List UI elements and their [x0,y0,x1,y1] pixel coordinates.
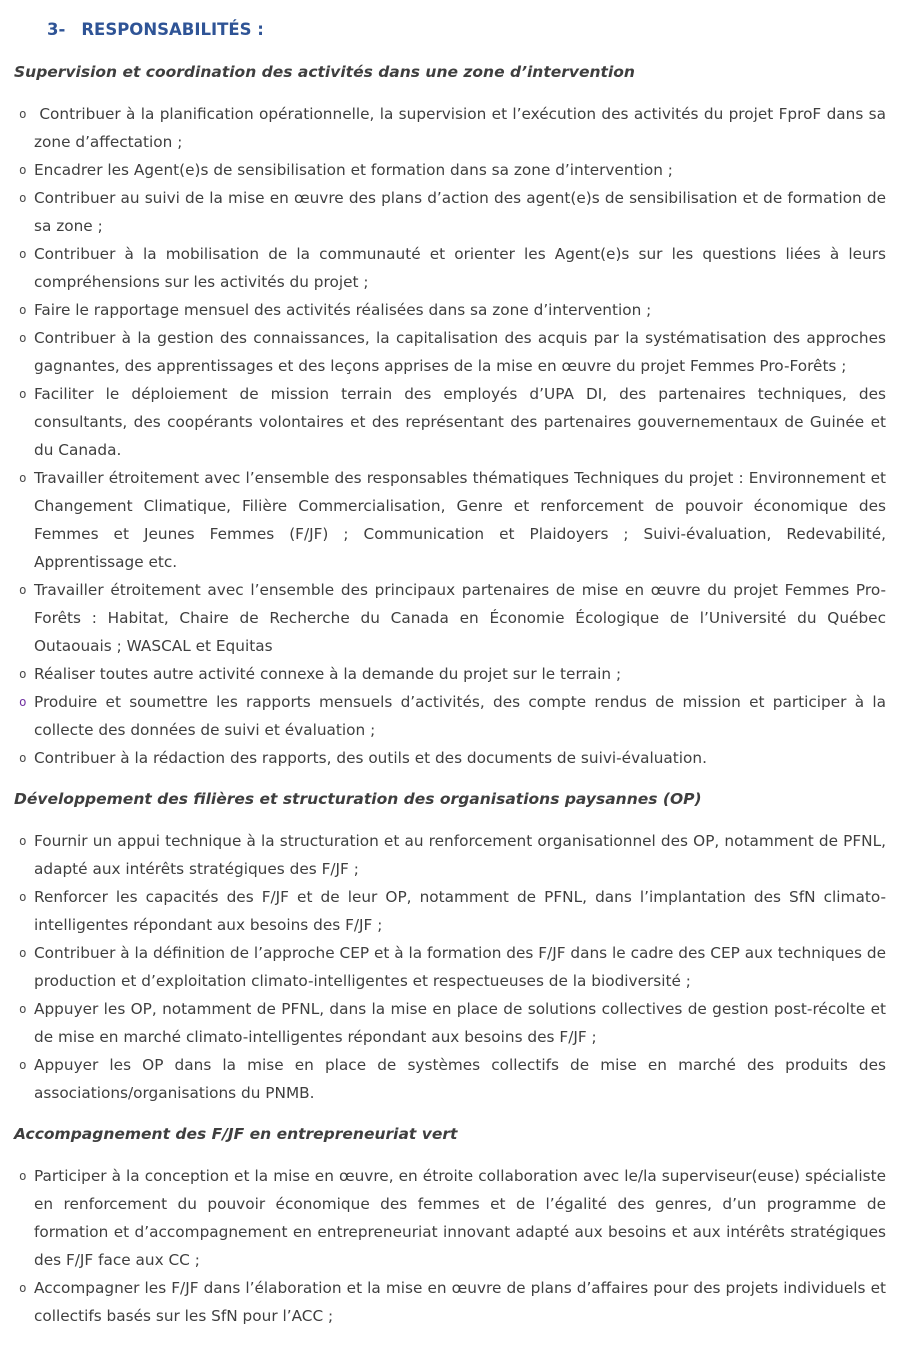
bullet-text: Appuyer les OP, notamment de PFNL, dans la mise en place de solutions collectives de gestion post-récolte et de mise en marché climato-intelligentes répondant aux besoins des F/JF ; [34,1000,886,1046]
section [14,1120,886,1330]
list-item [14,576,886,660]
bullet-text: Faire le rapportage mensuel des activités réalisées dans sa zone d’intervention ; [34,301,652,319]
list-item [14,1162,886,1274]
bullet-text: Contribuer à la définition de l’approche CEP et à la formation des F/JF dans le cadre des CEP aux techniques de production et d’exploitation climato-intelligentes et respectueuses de la biodiversité ; [34,944,886,990]
list-item [14,100,886,156]
list-item [14,240,886,296]
bullet-text: Accompagner les F/JF dans l’élaboration et la mise en œuvre de plans d’affaires pour des projets individuels et collectifs basés sur les SfN pour l’ACC ; [34,1279,886,1325]
list-item [14,744,886,772]
bullet-text: Contribuer à la mobilisation de la communauté et orienter les Agent(e)s sur les questions liées à leurs compréhensions sur les activités du projet ; [34,245,886,291]
bullet-text: Faciliter le déploiement de mission terrain des employés d’UPA DI, des partenaires techniques, des consultants, des coopérants volontaires et des représentant des partenaires gouvernementaux de Guinée et du Canada. [34,385,886,459]
bullet-circle-icon: o [19,750,27,765]
bullet-text: Travailler étroitement avec l’ensemble des principaux partenaires de mise en œuvre du projet Femmes Pro-Forêts : Habitat, Chaire de Recherche du Canada en Économie Écologique de l’Université du Québec Outaouais ; WASCAL et Equitas [34,581,886,655]
bullet-text: Contribuer à la gestion des connaissances, la capitalisation des acquis par la systématisation des approches gagnantes, des apprentissages et des leçons apprises de la mise en œuvre du projet Femmes Pro-Forêts ; [34,329,886,375]
heading-number: 3- [47,20,66,39]
bullet-circle-icon: o [19,889,27,904]
list-item [14,156,886,184]
list-item [14,1274,886,1330]
heading-label: RESPONSABILITÉS : [81,20,264,39]
list-item [14,939,886,995]
bullet-circle-icon: o [19,302,27,317]
list-item [14,995,886,1051]
bullet-text: Réaliser toutes autre activité connexe à la demande du projet sur le terrain ; [34,665,622,683]
bullet-text: Renforcer les capacités des F/JF et de leur OP, notamment de PFNL, dans l’implantation des SfN climato-intelligentes répondant aux besoins des F/JF ; [34,888,886,934]
bullet-circle-icon: o [19,666,27,681]
bullet-circle-icon: o [19,246,27,261]
bullet-circle-icon: o [19,1280,27,1295]
bullet-text: Fournir un appui technique à la structuration et au renforcement organisationnel des OP, notamment de PFNL, adapté aux intérêts stratégiques des F/JF ; [34,832,886,878]
sections-container [14,58,886,1330]
list-item [14,184,886,240]
bullet-list [14,1162,886,1330]
list-item [14,296,886,324]
list-item [14,380,886,464]
bullet-circle-icon: o [19,694,27,709]
list-item [14,464,886,576]
bullet-text: Contribuer à la rédaction des rapports, des outils et des documents de suivi-évaluation. [34,749,707,767]
bullet-text: Produire et soumettre les rapports mensuels d’activités, des compte rendus de mission et participer à la collecte des données de suivi et évaluation ; [34,693,886,739]
bullet-circle-icon: o [19,945,27,960]
bullet-text: Encadrer les Agent(e)s de sensibilisation et formation dans sa zone d’intervention ; [34,161,673,179]
list-item [14,324,886,380]
list-item [14,660,886,688]
bullet-circle-icon: o [19,470,27,485]
bullet-circle-icon: o [19,330,27,345]
section-title: Supervision et coordination des activités dans une zone d’intervention [14,63,635,81]
bullet-circle-icon: o [19,162,27,177]
bullet-circle-icon: o [19,106,27,121]
bullet-text: Travailler étroitement avec l’ensemble des responsables thématiques Techniques du projet : Environnement et Changement Climatique, Filière Commercialisation, Genre et renforcement de pouvoir économique des Femmes et Jeunes Femmes (F/JF) ; Communication et Plaidoyers ; Suivi-évaluation, Redevabilité, Apprentissage etc. [34,469,886,571]
bullet-text: Appuyer les OP dans la mise en place de systèmes collectifs de mise en marché des produits des associations/organisations du PNMB. [34,1056,886,1102]
bullet-circle-icon: o [19,1057,27,1072]
bullet-text: Participer à la conception et la mise en œuvre, en étroite collaboration avec le/la superviseur(euse) spécialiste en renforcement du pouvoir économique des femmes et de l’égalité des genres, d’un programme de formation et d’accompagnement en entrepreneuriat innovant adapté aux besoins et aux intérêts stratégiques des F/JF face aux CC ; [34,1167,886,1269]
bullet-circle-icon: o [19,190,27,205]
page-title [47,18,886,42]
bullet-text: Contribuer à la planification opérationnelle, la supervision et l’exécution des activités du projet FproF dans sa zone d’affectation ; [34,105,886,151]
bullet-circle-icon: o [19,1001,27,1016]
bullet-circle-icon: o [19,833,27,848]
section [14,58,886,772]
section-title: Développement des filières et structuration des organisations paysannes (OP) [14,790,702,808]
list-item [14,883,886,939]
bullet-circle-icon: o [19,386,27,401]
section [14,785,886,1107]
list-item [14,827,886,883]
section-title: Accompagnement des F/JF en entrepreneuriat vert [14,1125,458,1143]
bullet-list [14,100,886,772]
list-item [14,1051,886,1107]
bullet-circle-icon: o [19,582,27,597]
list-item [14,688,886,744]
bullet-text: Contribuer au suivi de la mise en œuvre des plans d’action des agent(e)s de sensibilisation et de formation de sa zone ; [34,189,886,235]
bullet-list [14,827,886,1107]
bullet-circle-icon: o [19,1168,27,1183]
